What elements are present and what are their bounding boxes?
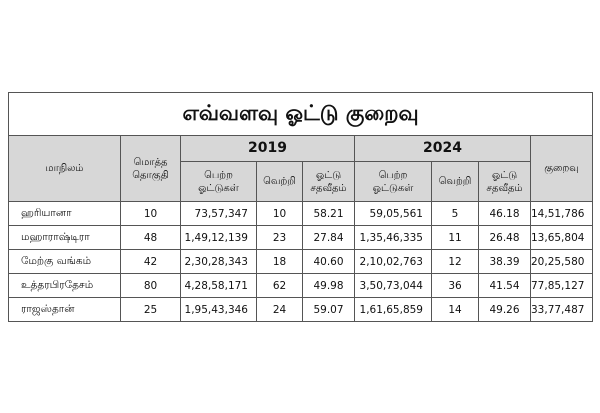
state-name: மேற்கு வங்கம் (9, 250, 121, 274)
decrease-header: குறைவு (531, 136, 593, 202)
vote-pct-2024: 46.18 (479, 202, 531, 226)
votes-2024: 1,35,46,335 (355, 226, 432, 250)
vote-decrease-table (8, 92, 593, 322)
vote-pct-2019: 59.07 (303, 298, 355, 322)
state-name: ராஜஸ்தான் (9, 298, 121, 322)
votes-2019: 73,57,347 (181, 202, 257, 226)
wins-2024: 5 (432, 202, 479, 226)
vote-decrease: 33,77,487 (531, 298, 593, 322)
state-name: ஹரியானா (9, 202, 121, 226)
state-name: மஹாராஷ்டிரா (9, 226, 121, 250)
year-2019-header: 2019 (181, 136, 355, 162)
wins-2024: 14 (432, 298, 479, 322)
vote-pct-2024-header: ஓட்டு சதவீதம் (479, 162, 531, 202)
total-seats: 42 (121, 250, 181, 274)
year-2024-header: 2024 (355, 136, 531, 162)
vote-pct-2024: 41.54 (479, 274, 531, 298)
total-seats: 48 (121, 226, 181, 250)
vote-decrease: 20,25,580 (531, 250, 593, 274)
vote-pct-2024: 38.39 (479, 250, 531, 274)
wins-2019: 18 (257, 250, 303, 274)
wins-2024: 36 (432, 274, 479, 298)
votes-2019: 2,30,28,343 (181, 250, 257, 274)
table-row (9, 202, 593, 226)
vote-decrease: 13,65,804 (531, 226, 593, 250)
vote-pct-2019: 58.21 (303, 202, 355, 226)
votes-2019-header: பெற்ற ஓட்டுகள் (181, 162, 257, 202)
wins-2019: 62 (257, 274, 303, 298)
vote-decrease: 14,51,786 (531, 202, 593, 226)
table-row (9, 274, 593, 298)
vote-pct-2024: 49.26 (479, 298, 531, 322)
vote-pct-2019: 27.84 (303, 226, 355, 250)
total-seats: 80 (121, 274, 181, 298)
votes-2024: 59,05,561 (355, 202, 432, 226)
table-row (9, 250, 593, 274)
votes-2019: 4,28,58,171 (181, 274, 257, 298)
wins-2019-header: வெற்றி (257, 162, 303, 202)
vote-decrease-table-frame (8, 92, 592, 322)
vote-decrease: 77,85,127 (531, 274, 593, 298)
votes-2024-header: பெற்ற ஓட்டுகள் (355, 162, 432, 202)
wins-2024: 12 (432, 250, 479, 274)
vote-pct-2019: 40.60 (303, 250, 355, 274)
wins-2024: 11 (432, 226, 479, 250)
table-row (9, 298, 593, 322)
votes-2024: 2,10,02,763 (355, 250, 432, 274)
wins-2019: 10 (257, 202, 303, 226)
total-seats: 10 (121, 202, 181, 226)
wins-2024-header: வெற்றி (432, 162, 479, 202)
vote-pct-2019: 49.98 (303, 274, 355, 298)
votes-2019: 1,95,43,346 (181, 298, 257, 322)
votes-2019: 1,49,12,139 (181, 226, 257, 250)
votes-2024: 3,50,73,044 (355, 274, 432, 298)
vote-pct-2024: 26.48 (479, 226, 531, 250)
wins-2019: 23 (257, 226, 303, 250)
wins-2019: 24 (257, 298, 303, 322)
state-header: மாநிலம் (9, 136, 121, 202)
state-name: உத்தரபிரதேசம் (9, 274, 121, 298)
total-seats: 25 (121, 298, 181, 322)
table-row (9, 226, 593, 250)
votes-2024: 1,61,65,859 (355, 298, 432, 322)
vote-pct-2019-header: ஓட்டு சதவீதம் (303, 162, 355, 202)
total-seats-header: மொத்த தொகுதி (121, 136, 181, 202)
table-title: எவ்வளவு ஓட்டு குறைவு (9, 93, 593, 136)
